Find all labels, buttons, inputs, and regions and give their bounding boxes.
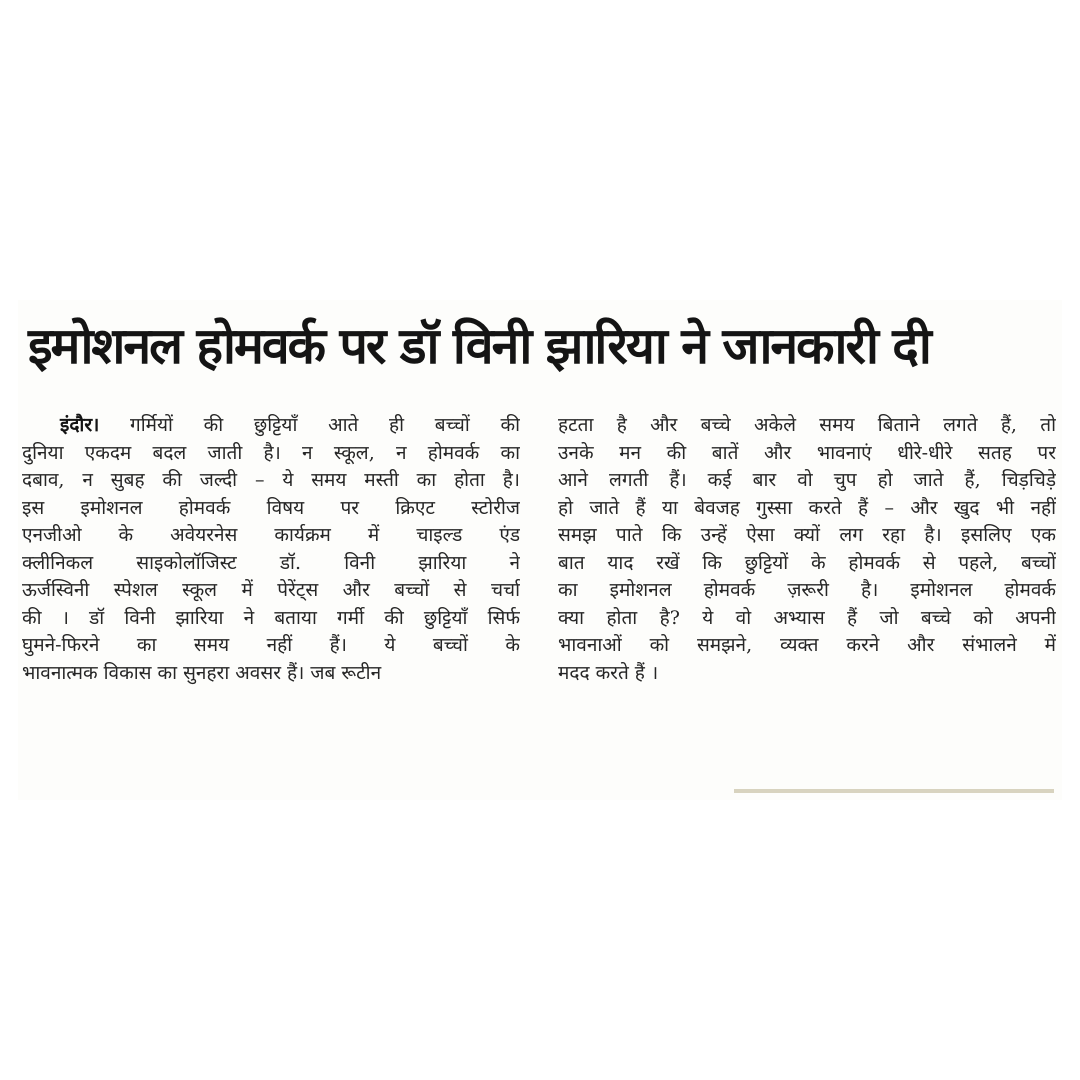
article-column-left (22, 412, 520, 687)
article-line: घुमने-फिरने का समय नहीं हैं। ये बच्चों के (22, 634, 520, 656)
article-line: क्लीनिकल साइकोलॉजिस्ट डॉ. विनी झारिया ने (22, 551, 520, 574)
article-line: इस इमोशनल होमवर्क विषय पर क्रिएट स्टोरीज (22, 496, 520, 519)
article-line: आने लगती हैं। कई बार वो चुप हो जाते हैं, चिड़चिड़े (558, 469, 1056, 491)
article-line (22, 412, 520, 440)
article-line: क्या होता है? ये वो अभ्यास हैं जो बच्चे को अपनी (558, 606, 1056, 629)
article-line: एनजीओ के अवेयरनेस कार्यक्रम में चाइल्ड एंड (22, 524, 520, 546)
article-line: की । डॉ विनी झारिया ने बताया गर्मी की छुट्टियाँ सिर्फ (22, 606, 520, 629)
article-line: भावनाओं को समझने, व्यक्त करने और संभालने में (558, 634, 1056, 656)
headline: इमोशनल होमवर्क पर डॉ विनी झारिया ने जानकारी दी (28, 317, 930, 375)
article-line: का इमोशनल होमवर्क ज़रूरी है। इमोशनल होमवर्क (558, 579, 1056, 601)
article-line: हटता है और बच्चे अकेले समय बिताने लगते हैं, तो (558, 414, 1056, 436)
article-line: दुनिया एकदम बदल जाती है। न स्कूल, न होमवर्क का (22, 441, 520, 464)
article-line: हो जाते हैं या बेवजह गुस्सा करते हैं – और खुद भी नहीं (558, 496, 1056, 519)
article-line: मदद करते हैं । (558, 661, 659, 684)
dateline: इंदौर। (60, 414, 100, 436)
article-line: समझ पाते कि उन्हें ऐसा क्यों लग रहा है। इसलिए एक (558, 524, 1056, 546)
article-line-text: गर्मियों की छुट्टियाँ आते ही बच्चों की (130, 414, 520, 436)
article-line: ऊर्जस्विनी स्पेशल स्कूल में पेरेंट्स और बच्चों से चर्चा (22, 579, 520, 601)
article-column-right (558, 412, 1056, 687)
article-line: दबाव, न सुबह की जल्दी – ये समय मस्ती का होता है। (22, 469, 520, 491)
article-line: बात याद रखें कि छुट्टियों के होमवर्क से पहले, बच्चों (558, 551, 1056, 574)
column-end-rule (734, 789, 1054, 793)
article-line: भावनात्मक विकास का सुनहरा अवसर हैं। जब रूटीन (22, 661, 382, 684)
article-line: उनके मन की बातें और भावनाएं धीरे-धीरे सतह पर (558, 441, 1056, 464)
